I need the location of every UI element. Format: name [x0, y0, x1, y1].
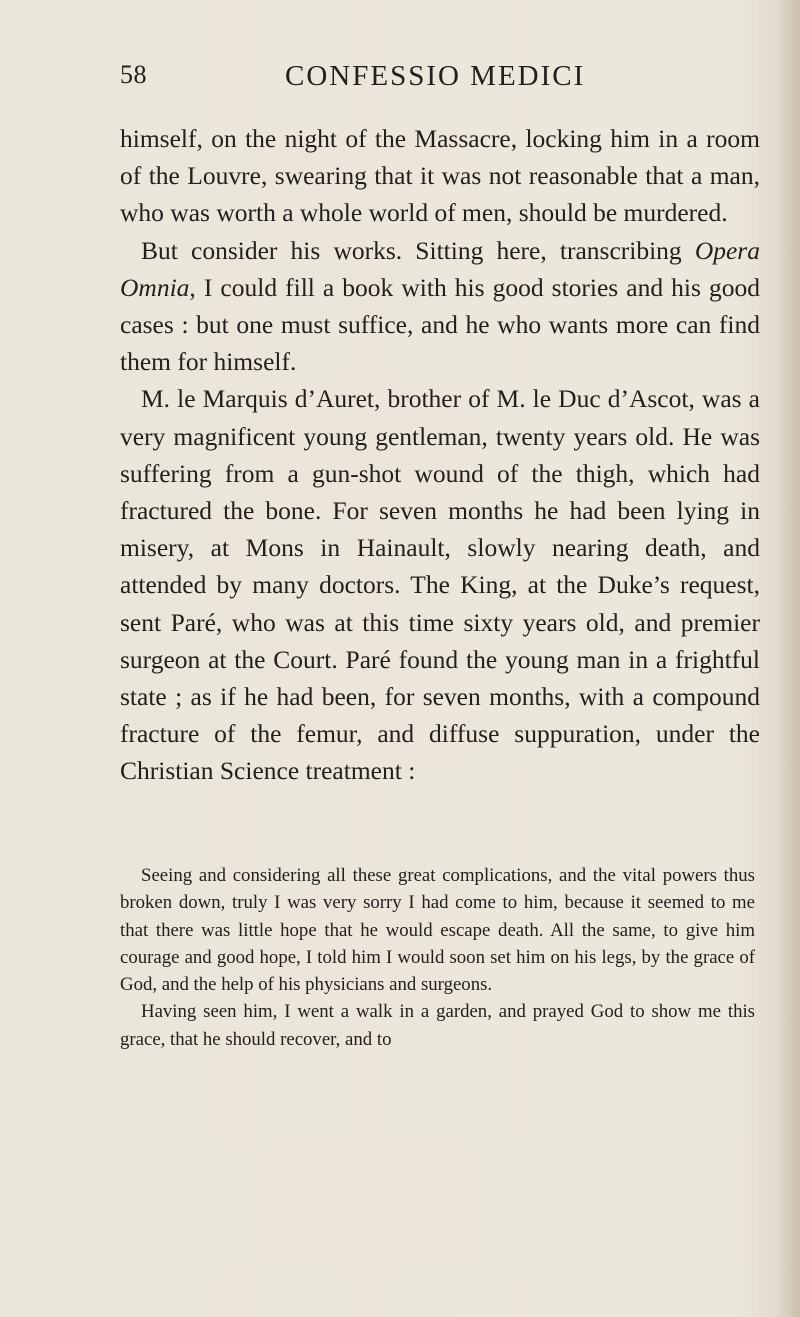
running-head [120, 60, 760, 100]
block-quote [120, 862, 755, 1053]
paragraph-marquis: M. le Marquis d’Auret, brother of M. le Duc d’Ascot, was a very magnificent young gentleman, twenty years old. He was suffering from a gun-shot wound of the thigh, which had fractured the bone. For seven months he had been lying in misery, at Mons in Hainault, slowly nearing death, and attended by many doctors. The King, at the Duke’s request, sent Paré, who was at this time sixty years old, and premier surgeon at the Court. Paré found the young man in a frightful state ; as if he had been, for seven months, with a compound fracture of the femur, and diffuse suppuration, under the Christian Science treatment : [120, 384, 760, 786]
page-number: 58 [120, 60, 147, 89]
paragraph-continued: himself, on the night of the Massacre, locking him in a room of the Louvre, swearing that it was not reasonable that a man, who was worth a whole world of men, should be murdered. [120, 124, 760, 228]
running-title: CONFESSIO MEDICI [285, 60, 586, 92]
book-title-italic: Opera Omnia [120, 235, 760, 302]
body-text [120, 120, 760, 790]
quote-paragraph-2: Having seen him, I went a walk in a garden, and prayed God to show me this grace, that he should recover, and to [120, 1001, 755, 1050]
quote-paragraph-1: Seeing and considering all these great complications, and the vital powers thus broken down, truly I was very sorry I had come to him, because it seemed to me that there was little hope that he would escape death. All the same, to give him courage and good hope, I told him I would soon set him on his legs, by the grace of God, and the help of his physicians and surgeons. [120, 865, 755, 996]
page-edge-shadow [778, 0, 800, 1317]
paragraph-works-end: , I could fill a book with his good stories and his good cases : but one must suffice, and he who wants more can find them for himself. [120, 272, 760, 377]
paragraph-works-start: But consider his works. Sitting here, transcribing [141, 235, 695, 265]
paragraph-works [120, 232, 760, 381]
